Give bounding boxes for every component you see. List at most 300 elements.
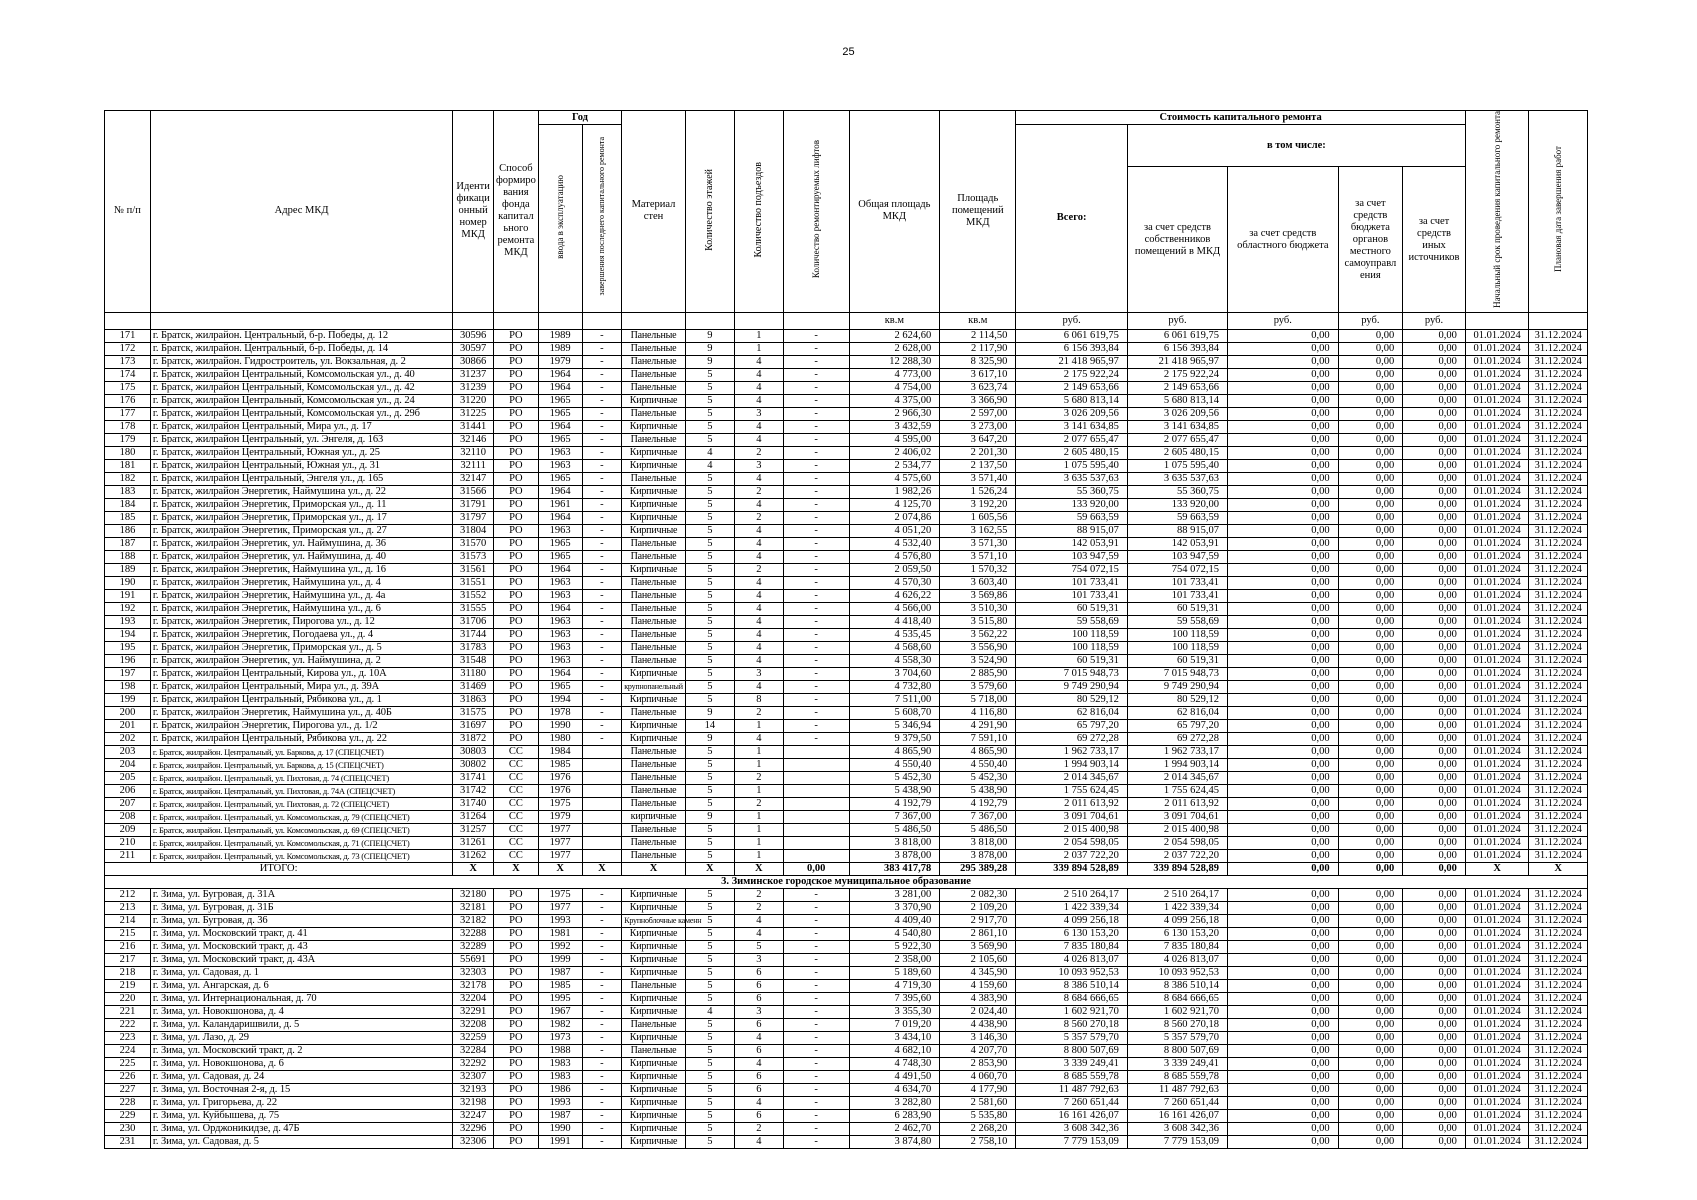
table-cell: 0,00 [1228, 342, 1339, 355]
table-row [105, 888, 1588, 901]
table-cell: - [783, 693, 849, 706]
table-cell: Панельные [622, 797, 686, 810]
table-cell: 2 037 722,20 [1016, 849, 1128, 862]
table-cell: 2 014 345,67 [1016, 771, 1128, 784]
table-cell: 32180 [453, 888, 494, 901]
table-cell: РО [493, 355, 538, 368]
col-id-header: Иденти фикаци онный номер МКД [453, 111, 494, 313]
table-cell: Кирпичные [622, 940, 686, 953]
table-cell: Кирпичные [622, 485, 686, 498]
table-cell: Кирпичные [622, 1070, 686, 1083]
table-cell: 175 [105, 381, 151, 394]
table-cell: - [582, 680, 622, 693]
unit-total-area: кв.м [849, 312, 940, 329]
table-cell: 55 360,75 [1127, 485, 1227, 498]
table-cell: 01.01.2024 [1465, 433, 1529, 446]
table-cell: 178 [105, 420, 151, 433]
table-cell: 0,00 [1403, 810, 1466, 823]
table-cell: Панельные [622, 836, 686, 849]
table-cell: Кирпичные [622, 732, 686, 745]
table-cell: Кирпичные [622, 420, 686, 433]
table-cell: 5 [685, 563, 734, 576]
table-cell: 3 091 704,61 [1016, 810, 1128, 823]
table-cell: 31262 [453, 849, 494, 862]
table-cell: 3 [734, 407, 783, 420]
table-cell: 5 [734, 940, 783, 953]
table-cell: 207 [105, 797, 151, 810]
table-cell: 01.01.2024 [1465, 511, 1529, 524]
table-cell: крупнопанельный [622, 680, 686, 693]
table-cell: 31.12.2024 [1529, 329, 1588, 342]
table-cell: 60 519,31 [1016, 602, 1128, 615]
table-cell: 2 011 613,92 [1127, 797, 1227, 810]
table-cell: 01.01.2024 [1465, 693, 1529, 706]
table-row [105, 381, 1588, 394]
table-row [105, 1135, 1588, 1148]
table-cell: 32111 [453, 459, 494, 472]
table-cell: 218 [105, 966, 151, 979]
table-cell: 0,00 [1403, 888, 1466, 901]
table-cell: 7 779 153,09 [1127, 1135, 1227, 1148]
table-row [105, 758, 1588, 771]
table-cell: 0,00 [1228, 459, 1339, 472]
table-cell: 1963 [538, 459, 582, 472]
table-cell: 5 922,30 [849, 940, 940, 953]
table-cell: 9 [685, 329, 734, 342]
table-cell: 0,00 [1338, 667, 1403, 680]
table-cell: 31.12.2024 [1529, 394, 1588, 407]
table-cell: 0,00 [1338, 420, 1403, 433]
table-cell: РО [493, 472, 538, 485]
total-cell: X [582, 862, 622, 875]
table-cell: 1991 [538, 1135, 582, 1148]
col-cost-header: Стоимость капитального ремонта [1016, 111, 1465, 125]
table-cell: 60 519,31 [1127, 602, 1227, 615]
table-cell: 3 355,30 [849, 1005, 940, 1018]
table-cell: 01.01.2024 [1465, 992, 1529, 1005]
table-cell: 4 626,22 [849, 589, 940, 602]
table-cell: СС [493, 784, 538, 797]
table-row [105, 901, 1588, 914]
table-cell: 0,00 [1403, 1031, 1466, 1044]
table-cell: 1989 [538, 329, 582, 342]
table-cell: 01.01.2024 [1465, 732, 1529, 745]
table-cell [783, 810, 849, 823]
table-cell: 0,00 [1403, 381, 1466, 394]
table-row [105, 667, 1588, 680]
table-cell: 2 [734, 446, 783, 459]
table-cell: 3 281,00 [849, 888, 940, 901]
table-cell: 1982 [538, 1018, 582, 1031]
table-cell: 1 605,56 [940, 511, 1016, 524]
table-row [105, 459, 1588, 472]
table-cell: 0,00 [1338, 511, 1403, 524]
table-cell: - [783, 615, 849, 628]
table-cell: 172 [105, 342, 151, 355]
table-cell: 01.01.2024 [1465, 927, 1529, 940]
table-cell: 32291 [453, 1005, 494, 1018]
table-cell: 01.01.2024 [1465, 901, 1529, 914]
table-cell: 01.01.2024 [1465, 888, 1529, 901]
table-cell: 1975 [538, 888, 582, 901]
table-cell [582, 823, 622, 836]
table-cell: 1 [734, 784, 783, 797]
table-cell: - [783, 641, 849, 654]
table-cell: 0,00 [1228, 771, 1339, 784]
table-cell: 5 [685, 1122, 734, 1135]
table-cell: - [783, 433, 849, 446]
table-cell: 1983 [538, 1070, 582, 1083]
table-cell: 2 [734, 771, 783, 784]
table-cell: 4 595,00 [849, 433, 940, 446]
table-cell: 31261 [453, 836, 494, 849]
table-cell: г. Братск, жилрайон Энергетик, ул. Наймушина, д. 36 [150, 537, 452, 550]
table-cell: 184 [105, 498, 151, 511]
table-cell: 0,00 [1228, 1122, 1339, 1135]
table-row [105, 602, 1588, 615]
table-cell: 5 [685, 550, 734, 563]
table-cell: РО [493, 927, 538, 940]
table-cell: 3 635 537,63 [1127, 472, 1227, 485]
total-cell: X [453, 862, 494, 875]
table-cell: 1977 [538, 836, 582, 849]
table-cell: 5 [685, 784, 734, 797]
table-cell [783, 836, 849, 849]
table-cell: 3 878,00 [940, 849, 1016, 862]
table-cell: 0,00 [1403, 407, 1466, 420]
table-cell: 1963 [538, 628, 582, 641]
table-cell: Панельные [622, 641, 686, 654]
table-cell: 31742 [453, 784, 494, 797]
table-cell: 4 865,90 [940, 745, 1016, 758]
table-cell: Панельные [622, 849, 686, 862]
table-cell: 31.12.2024 [1529, 654, 1588, 667]
table-cell: 0,00 [1228, 1057, 1339, 1070]
table-cell: 4 [685, 459, 734, 472]
table-cell: 0,00 [1228, 849, 1339, 862]
total-cell: 0,00 [783, 862, 849, 875]
table-cell: г. Братск, жилрайон Энергетик, Пирогова ул., д. 1/2 [150, 719, 452, 732]
table-cell: 31.12.2024 [1529, 472, 1588, 485]
table-cell: г. Братск, жилрайон Центральный, Мира ул., д. 17 [150, 420, 452, 433]
table-cell: 01.01.2024 [1465, 823, 1529, 836]
table-cell: 32307 [453, 1070, 494, 1083]
table-cell: 1988 [538, 1044, 582, 1057]
table-cell: г. Братск, жилрайон Энергетик, Наймушина ул., д. 6 [150, 602, 452, 615]
table-cell: 0,00 [1338, 342, 1403, 355]
table-cell: 4 [734, 615, 783, 628]
table-cell: 1963 [538, 524, 582, 537]
table-cell: 01.01.2024 [1465, 979, 1529, 992]
unit-cost-local: руб. [1338, 312, 1403, 329]
total-cell: 0,00 [1338, 862, 1403, 875]
table-cell: 1979 [538, 355, 582, 368]
table-cell: г. Братск, жилрайон Энергетик, Приморская ул., д. 11 [150, 498, 452, 511]
table-cell: 1965 [538, 680, 582, 693]
table-cell: 1963 [538, 654, 582, 667]
table-cell: 2 175 922,24 [1127, 368, 1227, 381]
table-cell: 5 [685, 1109, 734, 1122]
table-cell: 0,00 [1228, 914, 1339, 927]
table-cell: 4 [734, 602, 783, 615]
table-cell: 4 [734, 524, 783, 537]
table-cell: 3 515,80 [940, 615, 1016, 628]
table-cell: 01.01.2024 [1465, 446, 1529, 459]
table-cell: 2 [734, 901, 783, 914]
table-cell: 0,00 [1403, 550, 1466, 563]
table-cell: 195 [105, 641, 151, 654]
table-cell: Кирпичные [622, 394, 686, 407]
table-cell: 5 [685, 667, 734, 680]
table-cell: г. Зима, ул. Каландаришвили, д. 5 [150, 1018, 452, 1031]
table-cell: 31566 [453, 485, 494, 498]
table-cell: - [783, 719, 849, 732]
table-cell: 0,00 [1228, 1135, 1339, 1148]
table-cell: - [783, 563, 849, 576]
table-cell: 4 [734, 381, 783, 394]
table-cell: 5 [685, 511, 734, 524]
table-cell: 0,00 [1403, 771, 1466, 784]
table-cell: 200 [105, 706, 151, 719]
table-row [105, 1109, 1588, 1122]
table-cell: 4 345,90 [940, 966, 1016, 979]
table-cell: - [582, 381, 622, 394]
table-cell: 4 540,80 [849, 927, 940, 940]
table-cell: 32193 [453, 1083, 494, 1096]
table-cell: 4 [734, 654, 783, 667]
table-cell: 0,00 [1338, 394, 1403, 407]
table-cell: 01.01.2024 [1465, 1018, 1529, 1031]
table-cell: Панельные [622, 589, 686, 602]
table-cell: 0,00 [1338, 1031, 1403, 1044]
table-cell: 186 [105, 524, 151, 537]
table-cell: 1963 [538, 446, 582, 459]
table-cell: 32178 [453, 979, 494, 992]
table-row [105, 914, 1588, 927]
table-cell: 1965 [538, 537, 582, 550]
table-cell: 1999 [538, 953, 582, 966]
table-cell: РО [493, 589, 538, 602]
table-cell: г. Братск, жилрайон Центральный, Комсомольская ул., д. 40 [150, 368, 452, 381]
table-cell: Панельные [622, 381, 686, 394]
table-cell: 1 982,26 [849, 485, 940, 498]
table-cell: 4 177,90 [940, 1083, 1016, 1096]
table-cell: 2 [734, 511, 783, 524]
table-cell: РО [493, 901, 538, 914]
table-row [105, 1083, 1588, 1096]
table-cell: 01.01.2024 [1465, 771, 1529, 784]
table-cell: 31.12.2024 [1529, 589, 1588, 602]
table-cell: г. Братск, жилрайон Энергетик, ул. Наймушина, д. 40 [150, 550, 452, 563]
table-cell: 0,00 [1228, 498, 1339, 511]
table-cell: 30597 [453, 342, 494, 355]
table-cell: 0,00 [1403, 329, 1466, 342]
table-cell: 31.12.2024 [1529, 771, 1588, 784]
table-cell: 5 [685, 485, 734, 498]
col-year-header: Год [538, 111, 621, 125]
table-row [105, 576, 1588, 589]
table-cell: 9 [685, 732, 734, 745]
table-cell: 01.01.2024 [1465, 953, 1529, 966]
table-cell [783, 849, 849, 862]
table-cell: - [582, 1005, 622, 1018]
table-cell: РО [493, 940, 538, 953]
table-cell: 16 161 426,07 [1016, 1109, 1128, 1122]
table-cell: 2 853,90 [940, 1057, 1016, 1070]
table-cell: 31872 [453, 732, 494, 745]
table-cell: 4 051,20 [849, 524, 940, 537]
table-cell: 2 082,30 [940, 888, 1016, 901]
table-cell: 69 272,28 [1016, 732, 1128, 745]
table-cell: - [783, 407, 849, 420]
table-cell: 4 [734, 550, 783, 563]
table-cell: 31744 [453, 628, 494, 641]
table-cell: 1 [734, 342, 783, 355]
table-cell: 0,00 [1403, 914, 1466, 927]
table-cell: 3 [734, 459, 783, 472]
table-cell: 6 [734, 1109, 783, 1122]
table-cell: 2 758,10 [940, 1135, 1016, 1148]
table-cell: 1 994 903,14 [1016, 758, 1128, 771]
table-cell: 31.12.2024 [1529, 927, 1588, 940]
table-cell: 01.01.2024 [1465, 368, 1529, 381]
table-row [105, 407, 1588, 420]
table-cell: 31.12.2024 [1529, 758, 1588, 771]
table-cell: 2 059,50 [849, 563, 940, 576]
table-cell: 31.12.2024 [1529, 992, 1588, 1005]
table-cell: 32288 [453, 927, 494, 940]
table-cell: 0,00 [1338, 355, 1403, 368]
table-cell: 31.12.2024 [1529, 459, 1588, 472]
table-cell: 4 159,60 [940, 979, 1016, 992]
total-cell: X [1529, 862, 1588, 875]
table-cell: Кирпичные [622, 1096, 686, 1109]
table-cell: 2 024,40 [940, 1005, 1016, 1018]
table-cell: 1 075 595,40 [1016, 459, 1128, 472]
table-cell: РО [493, 654, 538, 667]
table-cell: СС [493, 758, 538, 771]
table-cell: - [783, 550, 849, 563]
table-cell: 5 [685, 420, 734, 433]
table-cell: 32110 [453, 446, 494, 459]
table-cell: 31.12.2024 [1529, 641, 1588, 654]
table-cell: 3 623,74 [940, 381, 1016, 394]
table-cell: 4 383,90 [940, 992, 1016, 1005]
table-cell: РО [493, 706, 538, 719]
table-cell: 3 562,22 [940, 628, 1016, 641]
table-cell: 4 [734, 1096, 783, 1109]
table-cell: 7 015 948,73 [1016, 667, 1128, 680]
table-cell: 8 800 507,69 [1127, 1044, 1227, 1057]
table-cell: Кирпичные [622, 1109, 686, 1122]
table-cell: - [582, 329, 622, 342]
table-cell: 31.12.2024 [1529, 719, 1588, 732]
table-cell: 5 [685, 1135, 734, 1148]
table-cell: 31.12.2024 [1529, 966, 1588, 979]
table-cell: 0,00 [1403, 1044, 1466, 1057]
table-cell: - [582, 628, 622, 641]
table-cell: 0,00 [1228, 953, 1339, 966]
table-cell: 31.12.2024 [1529, 979, 1588, 992]
table-cell: - [783, 329, 849, 342]
table-cell: 100 118,59 [1016, 641, 1128, 654]
table-cell: 193 [105, 615, 151, 628]
table-cell: 31469 [453, 680, 494, 693]
table-row [105, 1057, 1588, 1070]
table-cell: 0,00 [1228, 420, 1339, 433]
table-cell: 01.01.2024 [1465, 394, 1529, 407]
table-cell: 211 [105, 849, 151, 862]
table-cell: 0,00 [1403, 823, 1466, 836]
table-cell: 8 685 559,78 [1127, 1070, 1227, 1083]
table-cell: 0,00 [1228, 485, 1339, 498]
table-cell: 88 915,07 [1127, 524, 1227, 537]
table-cell: 31.12.2024 [1529, 615, 1588, 628]
table-cell: 60 519,31 [1016, 654, 1128, 667]
table-cell: 0,00 [1228, 992, 1339, 1005]
table-cell: - [582, 498, 622, 511]
table-cell: 5 189,60 [849, 966, 940, 979]
table-cell: 2 605 480,15 [1127, 446, 1227, 459]
table-cell: - [783, 680, 849, 693]
table-cell: 0,00 [1403, 732, 1466, 745]
table-cell: 01.01.2024 [1465, 498, 1529, 511]
table-cell: 0,00 [1228, 719, 1339, 732]
table-cell: РО [493, 680, 538, 693]
table-cell: Кирпичные [622, 888, 686, 901]
table-cell: 0,00 [1403, 394, 1466, 407]
table-cell: - [582, 433, 622, 446]
table-cell: - [582, 1044, 622, 1057]
table-cell: 31791 [453, 498, 494, 511]
table-cell: 0,00 [1338, 589, 1403, 602]
table-cell: 189 [105, 563, 151, 576]
table-cell: 65 797,20 [1127, 719, 1227, 732]
table-cell: 3 432,59 [849, 420, 940, 433]
table-cell: - [783, 498, 849, 511]
total-cell: 339 894 528,89 [1127, 862, 1227, 875]
total-row [105, 862, 1588, 875]
table-cell: 31.12.2024 [1529, 732, 1588, 745]
table-cell: 5 [685, 498, 734, 511]
table-cell: СС [493, 771, 538, 784]
table-cell: 1985 [538, 758, 582, 771]
table-cell: г. Братск, жилрайон Центральный, Энгеля ул., д. 165 [150, 472, 452, 485]
table-cell: г. Братск, жилрайон Центральный, Комсомольская ул., д. 42 [150, 381, 452, 394]
table-cell: - [582, 979, 622, 992]
table-cell: 0,00 [1403, 1096, 1466, 1109]
table-cell: 0,00 [1228, 355, 1339, 368]
table-cell: Панельные [622, 1044, 686, 1057]
table-cell: 01.01.2024 [1465, 1044, 1529, 1057]
table-cell: РО [493, 992, 538, 1005]
table-cell: 4 060,70 [940, 1070, 1016, 1083]
table-cell: 3 366,90 [940, 394, 1016, 407]
table-cell [582, 836, 622, 849]
table-cell: - [582, 1070, 622, 1083]
table-cell: 0,00 [1228, 563, 1339, 576]
table-cell: 0,00 [1228, 1018, 1339, 1031]
table-cell: 0,00 [1228, 940, 1339, 953]
table-cell: 4 116,80 [940, 706, 1016, 719]
table-cell: 1977 [538, 849, 582, 862]
table-cell: 1975 [538, 797, 582, 810]
col-room-area-header: Площадь помещений МКД [940, 111, 1016, 313]
table-cell: г. Братск, жилрайон Центральный, Рябикова ул., д. 22 [150, 732, 452, 745]
table-cell: - [783, 940, 849, 953]
table-cell: 1964 [538, 667, 582, 680]
col-cost-owners-header: за счет средств собственников помещений в МКД [1127, 167, 1227, 313]
